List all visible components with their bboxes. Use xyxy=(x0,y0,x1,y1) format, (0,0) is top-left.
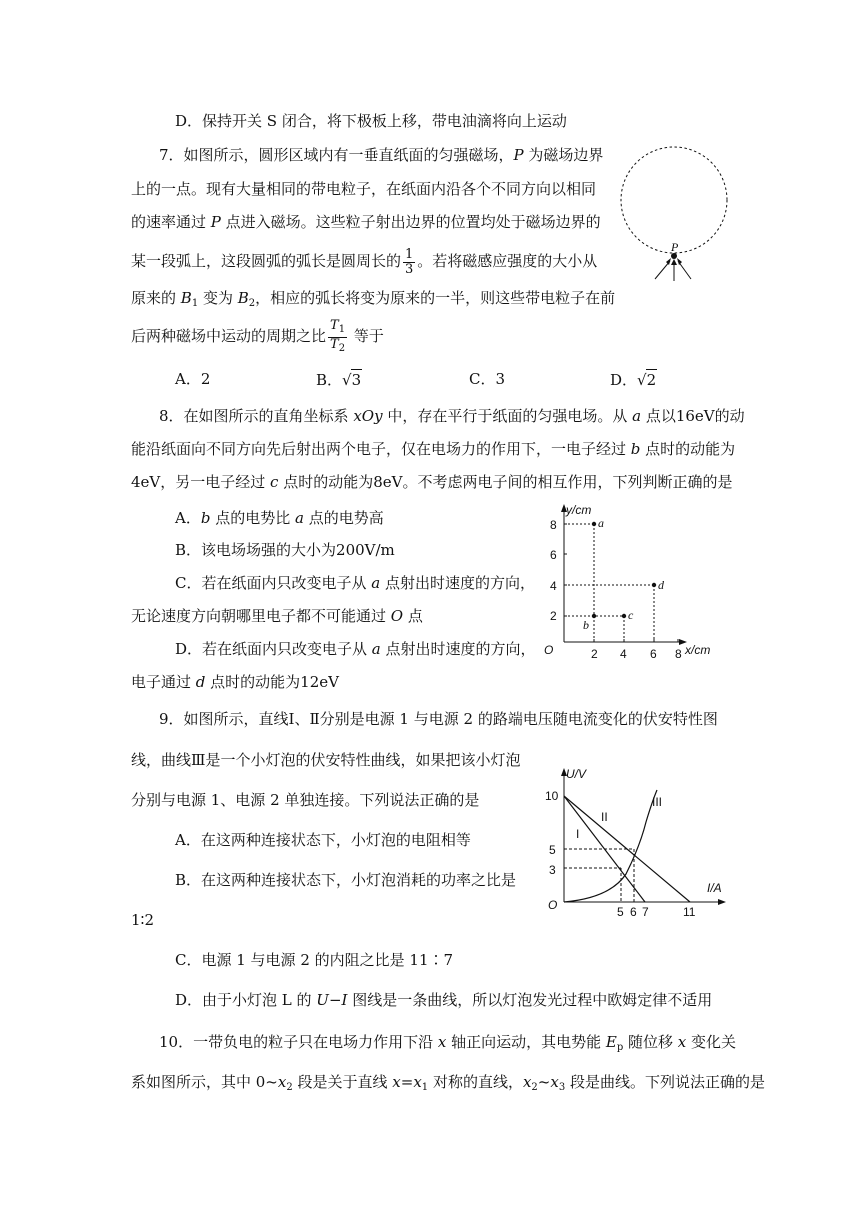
fraction-t1-t2: $\frac{T_1}{T_2}$ xyxy=(330,317,346,354)
y-tick-2: 2 xyxy=(550,609,557,623)
label-d: d xyxy=(658,578,664,592)
y-tick-6: 6 xyxy=(550,548,557,562)
q8-line-1: 8．在如图所示的直角坐标系 xOy 中，存在平行于纸面的匀强电场。从 a 点以16eV的动 xyxy=(159,407,745,425)
x-tick-11: 11 xyxy=(683,905,696,919)
point-b xyxy=(592,614,596,618)
q9-option-b-line2: 1∶2 xyxy=(131,911,154,929)
x-axis-label: x/cm xyxy=(685,643,711,657)
origin-label: O xyxy=(544,643,554,657)
label-c: c xyxy=(628,608,634,622)
x-tick-5: 5 xyxy=(617,905,624,919)
y-tick-10: 10 xyxy=(545,789,559,803)
y-tick-4: 4 xyxy=(550,579,557,593)
q8-option-c-line1: C．若在纸面内只改变电子从 a 点射出时速度的方向， xyxy=(175,574,535,592)
q8-option-a: A．b 点的电势比 a 点的电势高 xyxy=(175,509,384,527)
y-tick-3: 3 xyxy=(549,863,556,877)
label-b: b xyxy=(583,618,589,632)
q7-circle-figure xyxy=(615,145,735,290)
label-a: a xyxy=(598,516,604,530)
x-tick-8: 8 xyxy=(675,647,682,661)
point-c xyxy=(622,614,626,618)
q8-coordinate-figure xyxy=(540,502,730,662)
magnetic-field-boundary xyxy=(621,147,727,253)
x-tick-6: 6 xyxy=(630,905,637,919)
q9-option-d: D．由于小灯泡 L 的 U−I 图线是一条曲线，所以灯泡发光过程中欧姆定律不适用 xyxy=(175,991,713,1009)
curve-iii xyxy=(564,790,657,902)
y-axis-label: y/cm xyxy=(566,503,592,517)
q9-option-b: B．在这两种连接状态下，小灯泡消耗的功率之比是 xyxy=(175,871,517,889)
q9-line-1: 9．如图所示，直线Ⅰ、Ⅱ分别是电源 1 与电源 2 的路端电压随电流变化的伏安特性图 xyxy=(159,710,718,728)
q10-line-1: 10．一带负电的粒子只在电场力作用下沿 x 轴正向运动，其电势能 $E_p$ 随位移 x 变化关 xyxy=(159,1033,737,1053)
origin-label: O xyxy=(548,898,558,912)
q7-line-2: 上的一点。现有大量相同的带电粒子，在纸面内沿各个不同方向以相同 xyxy=(131,180,597,198)
q9-line-3: 分别与电源 1、电源 2 单独连接。下列说法正确的是 xyxy=(131,791,480,809)
point-d xyxy=(652,583,656,587)
x-tick-2: 2 xyxy=(591,647,598,661)
q7-line-3: 的速率通过 P 点进入磁场。这些粒子射出边界的位置均处于磁场边界的 xyxy=(131,213,601,231)
q9-option-c: C．电源 1 与电源 2 的内阻之比是 11∶7 xyxy=(175,951,454,969)
x-tick-6: 6 xyxy=(650,647,657,661)
q7-option-a: A．2 xyxy=(175,370,211,388)
line-ii xyxy=(564,796,690,902)
label-line-ii: II xyxy=(601,810,608,824)
q10-line-2: 系如图所示，其中 $0\sim x_2$ 段是关于直线 $x=x_1$ 对称的直线，$x_2\sim x_3$ 段是曲线。下列说法正确的是 xyxy=(131,1073,765,1093)
q7-line-1: 7．如图所示，圆形区域内有一垂直纸面的匀强磁场，P 为磁场边界 xyxy=(159,146,604,164)
y-axis-label: U/V xyxy=(566,767,587,781)
q9-line-2: 线，曲线Ⅲ是一个小灯泡的伏安特性曲线，如果把该小灯泡 xyxy=(131,751,521,769)
q7-option-c: C．3 xyxy=(469,370,506,388)
q8-option-d-line2: 电子通过 d 点时的动能为12eV xyxy=(131,673,339,691)
x-tick-4: 4 xyxy=(620,647,627,661)
q8-option-d-line1: D．若在纸面内只改变电子从 a 点射出时速度的方向， xyxy=(175,640,536,658)
y-tick-8: 8 xyxy=(550,518,557,532)
q8-line-3: 4eV，另一电子经过 c 点时的动能为8eV。不考虑两电子间的相互作用，下列判断正确的是 xyxy=(131,473,733,491)
fraction-one-third: $\frac{1}{3}$ xyxy=(405,246,414,277)
q8-option-b: B．该电场场强的大小为200V/m xyxy=(175,541,395,559)
q8-option-c-line2: 无论速度方向朝哪里电子都不可能通过 O 点 xyxy=(131,607,423,625)
label-line-i: I xyxy=(576,827,580,841)
q7-option-d: D．√2 xyxy=(610,371,657,389)
q6-option-d: D．保持开关 S 闭合，将下极板上移，带电油滴将向上运动 xyxy=(175,112,567,130)
q8-line-2: 能沿纸面向不同方向先后射出两个电子，仅在电场力的作用下，一电子经过 b 点时的动能为 xyxy=(131,440,736,458)
q7-line-6: 后两种磁场中运动的周期之比 $\frac{T_1}{T_2}$ 等于 xyxy=(131,317,384,354)
point-a xyxy=(592,522,596,526)
q7-line-4: 某一段弧上，这段圆弧的弧长是圆周长的 $\frac{1}{3}$ 。若将磁感应强度的大小从 xyxy=(131,246,598,277)
q9-ui-figure xyxy=(540,762,730,922)
q7-option-b: B．√3 xyxy=(316,371,362,389)
q9-option-a: A．在这两种连接状态下，小灯泡的电阻相等 xyxy=(175,831,471,849)
x-tick-7: 7 xyxy=(642,905,649,919)
guide-lines xyxy=(564,524,654,642)
label-p: P xyxy=(671,240,679,254)
x-axis-label: I/A xyxy=(707,881,722,895)
y-tick-5: 5 xyxy=(549,843,556,857)
label-curve-iii: III xyxy=(652,795,663,809)
q7-line-5: 原来的 $B_1$ 变为 $B_2$，相应的弧长将变为原来的一半，则这些带电粒子在前 xyxy=(131,289,616,309)
